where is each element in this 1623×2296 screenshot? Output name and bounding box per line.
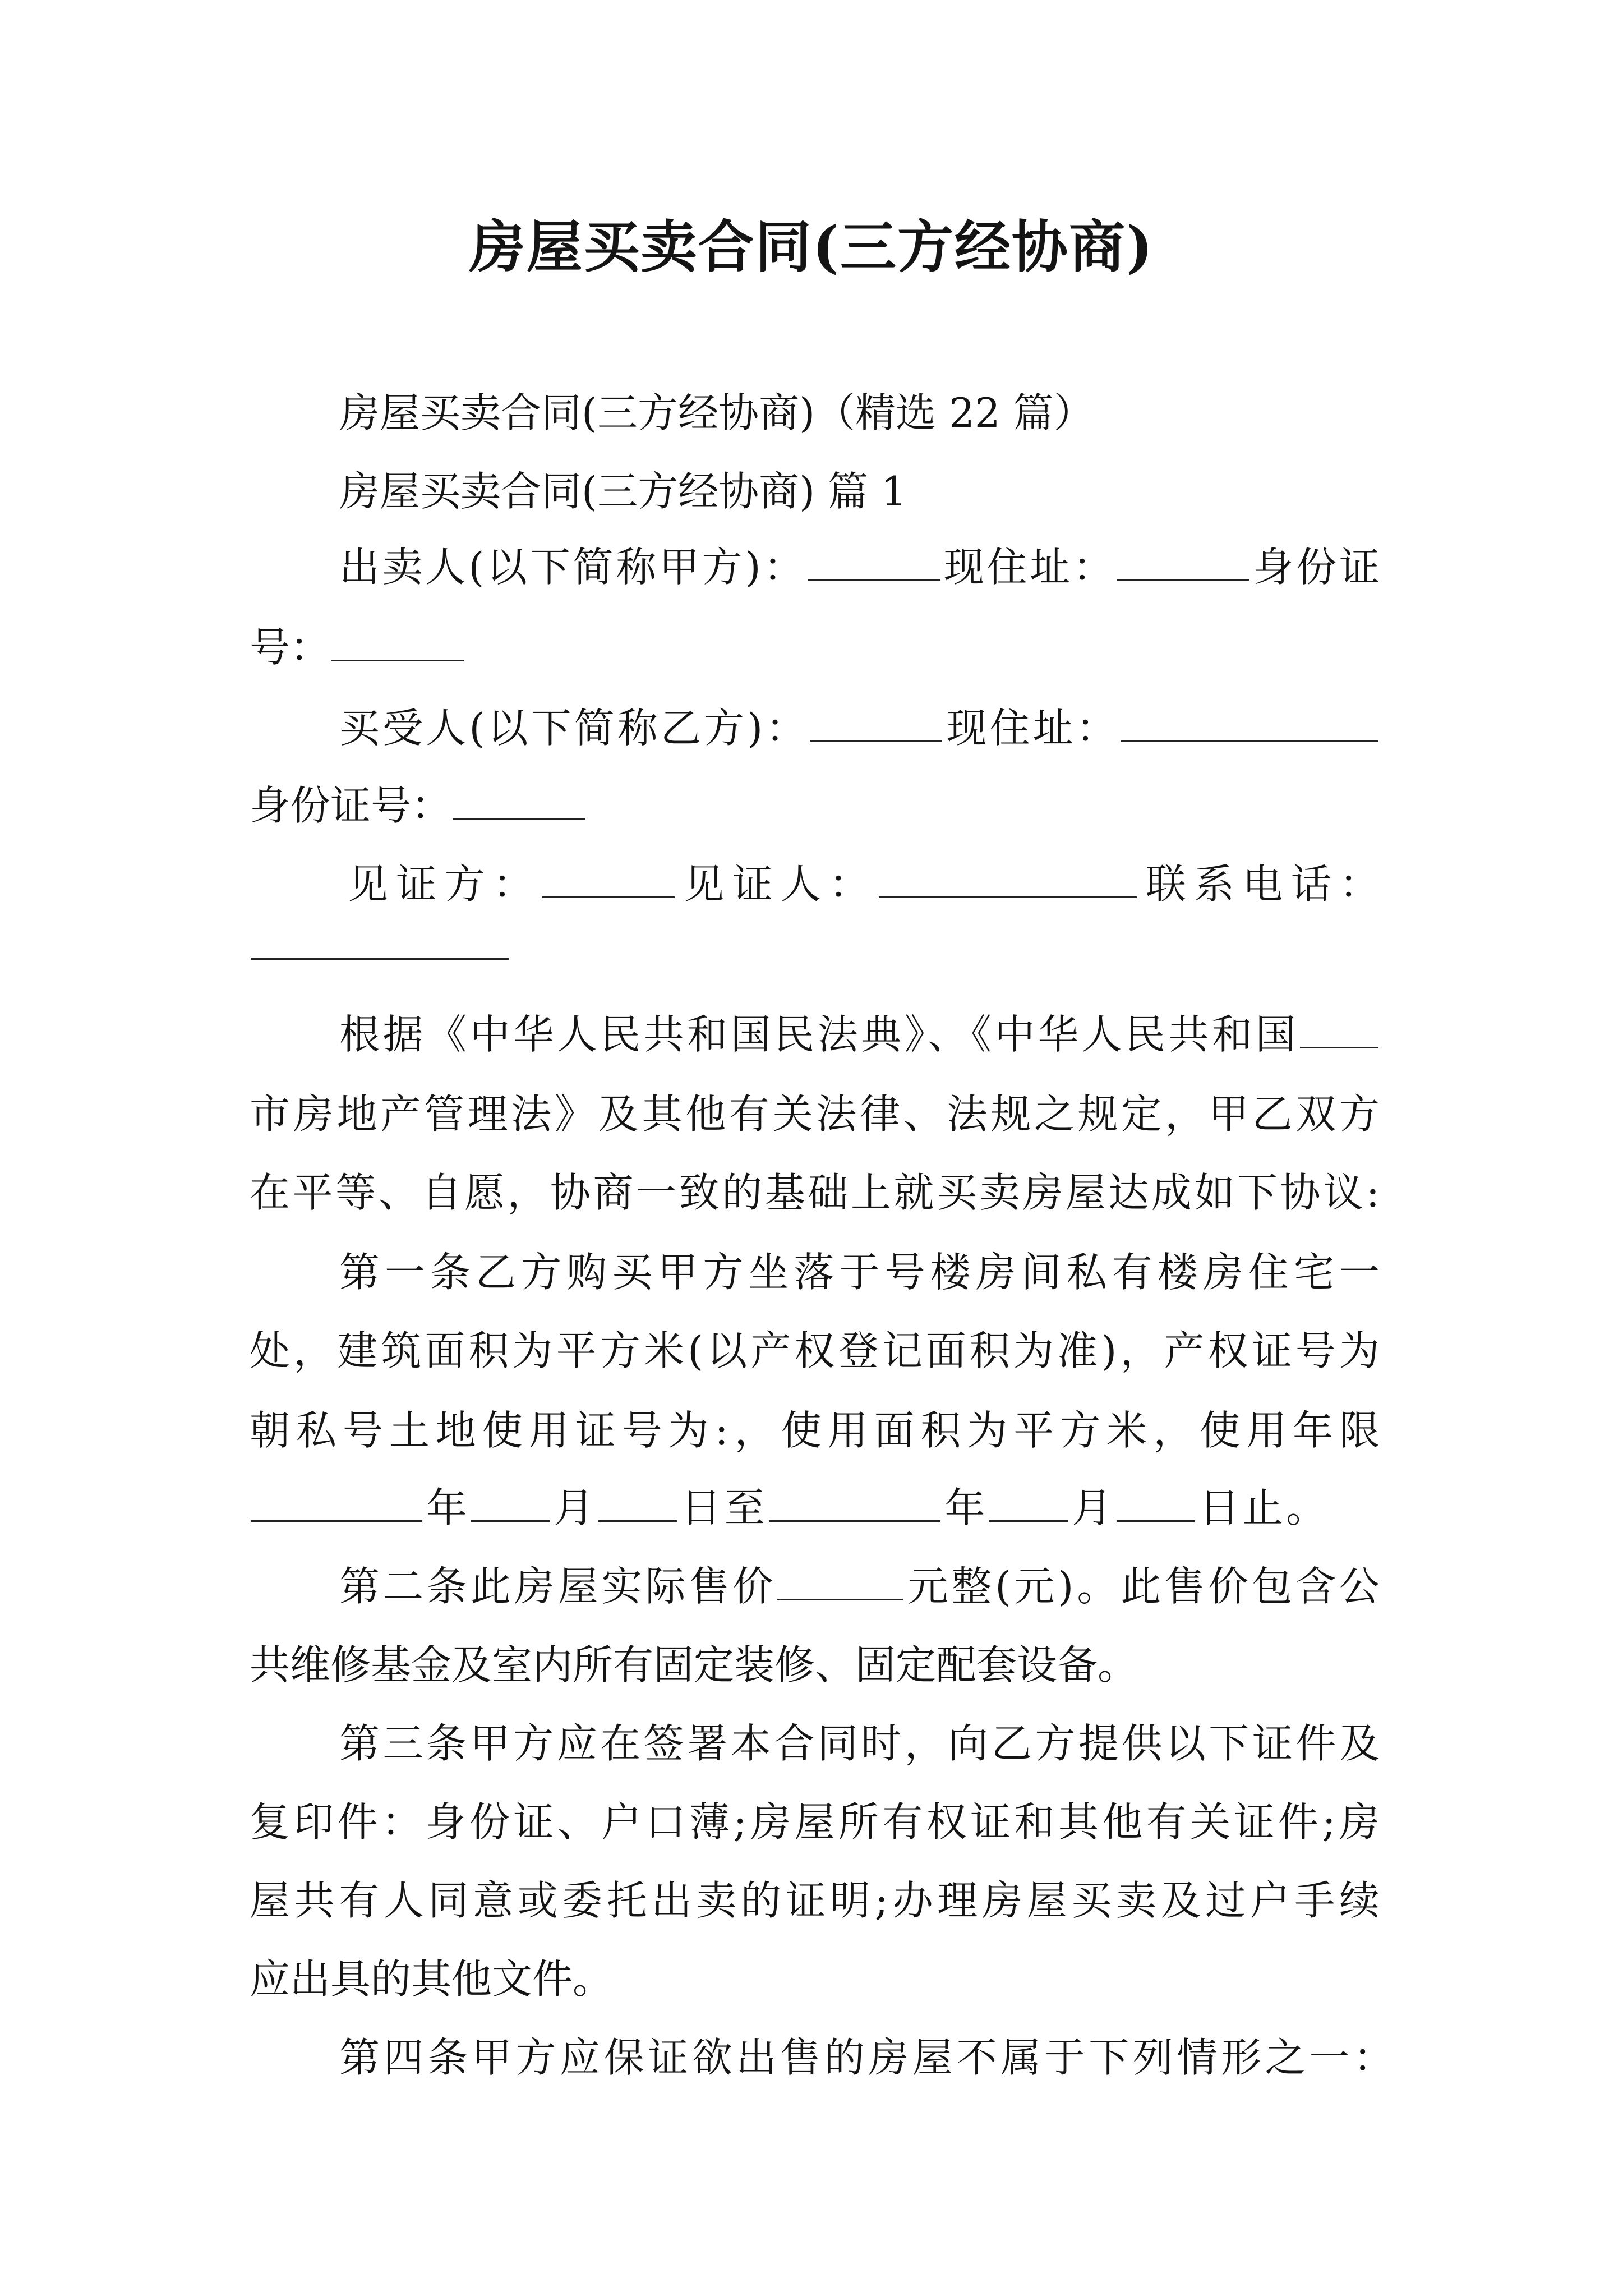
article-1-line-3: 朝私号土地使用证号为:，使用面积为平方米，使用年限 — [250, 1407, 1380, 1454]
end-month-blank — [989, 1520, 1068, 1522]
seller-address-blank — [1117, 579, 1249, 581]
buyer-address-blank — [1121, 740, 1378, 742]
end-day-blank — [1117, 1520, 1195, 1522]
article-3-line-2: 复印件：身份证、户口薄;房屋所有权证和其他有关证件;房 — [250, 1798, 1380, 1846]
seller-name-blank — [808, 579, 940, 581]
article-2-line-1: 第二条此房屋实际售价 元整(元)。此售价包含公 — [339, 1563, 1380, 1610]
basis-line-2: 市房地产管理法》及其他有关法律、法规之规定，甲乙双方 — [250, 1091, 1380, 1138]
subtitle-line: 房屋买卖合同(三方经协商)（精选 22 篇） — [339, 389, 1094, 436]
article-3-line-4: 应出具的其他文件。 — [250, 1955, 614, 2003]
start-day-blank — [598, 1520, 677, 1522]
seller-id-line: 号： — [250, 627, 465, 668]
basis-line-1: 根据《中华人民共和国民法典》、《中华人民共和国 — [339, 1014, 1380, 1055]
seller-id-blank — [331, 660, 464, 661]
witness-phone-blank — [251, 958, 509, 960]
witness-party-blank — [542, 896, 675, 898]
witness-line: 见证方： 见证人： 联系电话： — [348, 861, 1380, 908]
buyer-id-blank — [453, 818, 585, 820]
article-3-line-1: 第三条甲方应在签署本合同时，向乙方提供以下证件及 — [339, 1720, 1380, 1767]
article-1-line-1: 第一条乙方购买甲方坐落于号楼房间私有楼房住宅一 — [339, 1249, 1380, 1296]
city-blank — [1300, 1047, 1378, 1048]
article-3-line-3: 屋共有人同意或委托出卖的证明;办理房屋买卖及过户手续 — [250, 1877, 1380, 1924]
article-1-line-4: 年 月 日至 年 月 日止。 — [250, 1488, 1326, 1528]
witness-phone-line — [250, 926, 510, 966]
buyer-name-blank — [810, 740, 942, 742]
section-heading: 房屋买卖合同(三方经协商) 篇 1 — [339, 468, 907, 515]
start-month-blank — [471, 1520, 550, 1522]
basis-line-3: 在平等、自愿，协商一致的基础上就买卖房屋达成如下协议: — [250, 1169, 1380, 1216]
seller-line: 出卖人(以下简称甲方)： 现住址： 身份证 — [339, 544, 1380, 591]
buyer-line: 买受人(以下简称乙方)： 现住址： — [339, 708, 1380, 748]
document-title: 房屋买卖合同(三方经协商) — [469, 214, 1154, 280]
start-year-blank — [251, 1520, 422, 1522]
end-year-blank — [769, 1520, 940, 1522]
article-4-line-1: 第四条甲方应保证欲出售的房屋不属于下列情形之一： — [339, 2034, 1394, 2081]
article-2-line-2: 共维修基金及室内所有固定装修、固定配套设备。 — [250, 1641, 1138, 1688]
price-blank — [777, 1599, 903, 1600]
article-1-line-2: 处，建筑面积为平方米(以产权登记面积为准)，产权证号为 — [250, 1327, 1380, 1374]
witness-person-blank — [879, 896, 1137, 898]
buyer-id-line: 身份证号： — [250, 785, 586, 826]
